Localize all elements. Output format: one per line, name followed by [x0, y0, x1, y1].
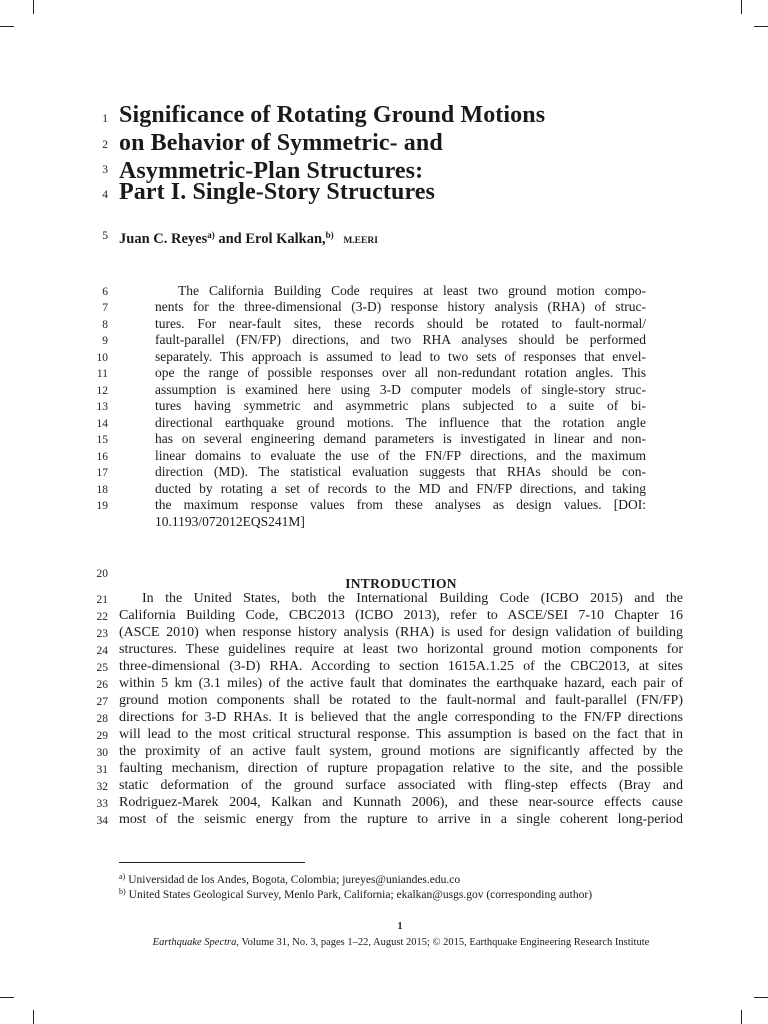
line-number: 28: [96, 713, 108, 725]
author-conjunction: and: [218, 231, 242, 247]
crop-mark: [741, 0, 742, 14]
citation-details: , Volume 31, No. 3, pages 1–22, August 2015; © 2015, Earthquake Engineering Research Institute: [236, 937, 650, 948]
body-line: In the United States, both the International Building Code (ICBO 2015) and the: [142, 591, 683, 606]
line-number: 23: [96, 628, 108, 640]
abstract-line: separately. This approach is assumed to lead to two sets of responses that envel-: [155, 349, 646, 364]
footnote-text: United States Geological Survey, Menlo Park, California; ekalkan@usgs.gov (corresponding author): [128, 889, 593, 901]
journal-footer: [119, 936, 683, 950]
crop-mark: [33, 1010, 34, 1024]
body-line: directions for 3-D RHAs. It is believed that the angle corresponding to the FN/FP directions: [119, 710, 683, 725]
author-name: Juan C. Reyes: [119, 231, 208, 247]
line-number: 3: [102, 164, 108, 176]
crop-mark: [0, 997, 14, 998]
author-list: [119, 226, 378, 250]
line-number: 8: [102, 319, 108, 331]
line-number: 11: [96, 368, 108, 380]
abstract-line: directional earthquake ground motions. The influence that the rotation angle: [155, 415, 646, 430]
body-line: most of the seismic energy from the rupture to arrive in a single coherent long-period: [119, 812, 683, 827]
abstract-line: fault-parallel (FN/FP) directions, and two RHA analyses should be performed: [155, 332, 646, 347]
title-line: on Behavior of Symmetric- and: [119, 130, 443, 156]
body-line: (ASCE 2010) when response history analysis (RHA) is used for design validation of building: [119, 625, 683, 640]
body-line: structures. These guidelines require at least two horizontal ground motion components for: [119, 642, 683, 657]
affiliation-mark: b): [325, 230, 334, 240]
line-number: 12: [96, 385, 108, 397]
line-number: 30: [96, 747, 108, 759]
crop-mark: [754, 26, 768, 27]
footnote: [119, 885, 592, 902]
abstract-line: tures having symmetric and asymmetric plans subjected to a suite of bi-: [155, 398, 646, 413]
line-number: 7: [102, 302, 108, 314]
membership-tag: M.EERI: [343, 236, 378, 246]
section-heading: INTRODUCTION: [345, 576, 457, 592]
crop-mark: [741, 1010, 742, 1024]
author-name: Erol Kalkan,: [245, 231, 326, 247]
journal-name: Earthquake Spectra: [152, 937, 237, 948]
crop-mark: [0, 26, 14, 27]
abstract-line: assumption is examined here using 3-D computer models of single-story struc-: [155, 382, 646, 397]
abstract-line: ducted by rotating a set of records to the MD and FN/FP directions, and taking: [155, 481, 646, 496]
abstract-line: 10.1193/072012EQS241M]: [155, 514, 305, 529]
abstract-line: tures. For near-fault sites, these records should be rotated to fault-normal/: [155, 316, 646, 331]
body-line: static deformation of the ground surface associated with fling-step effects (Bray and: [119, 778, 683, 793]
line-number: 25: [96, 662, 108, 674]
line-number: 17: [96, 467, 108, 479]
body-line: within 5 km (3.1 miles) of the active fault that dominates the earthquake hazard, each pair of: [119, 676, 683, 691]
line-number: 10: [96, 352, 108, 364]
line-number: 27: [96, 696, 108, 708]
body-line: three-dimensional (3-D) RHA. According to section 1615A.1.25 of the CBC2013, at sites: [119, 659, 683, 674]
title-line: Significance of Rotating Ground Motions: [119, 102, 546, 128]
line-number: 20: [96, 568, 108, 580]
line-number: 26: [96, 679, 108, 691]
abstract-line: nents for the three-dimensional (3-D) response history analysis (RHA) of struc-: [155, 299, 646, 314]
line-number: 15: [96, 434, 108, 446]
line-number: 6: [102, 286, 108, 298]
line-number: 21: [96, 594, 108, 606]
footnote-mark: a): [119, 872, 126, 881]
line-number: 34: [96, 815, 108, 827]
title-line: Part I. Single-Story Structures: [119, 179, 435, 205]
body-line: will lead to the most critical structural response. This assumption is based on the fact that in: [119, 727, 683, 742]
body-line: faulting mechanism, direction of rupture propagation relative to the site, and the possible: [119, 761, 683, 776]
abstract-line: The California Building Code requires at least two ground motion compo-: [178, 283, 646, 298]
line-number: 19: [96, 500, 108, 512]
line-number: 13: [96, 401, 108, 413]
body-line: Rodriguez-Marek 2004, Kalkan and Kunnath 2006), and these near-source effects cause: [119, 795, 683, 810]
line-number: 14: [96, 418, 108, 430]
abstract-line: ope the range of possible responses over all non-redundant rotation angles. This: [155, 365, 646, 380]
line-number: 18: [96, 484, 108, 496]
line-number: 32: [96, 781, 108, 793]
abstract-line: has on several engineering demand parameters is investigated in linear and non-: [155, 431, 646, 446]
line-number: 22: [96, 611, 108, 623]
body-line: the proximity of an active fault system, ground motions are significantly affected by the: [119, 744, 683, 759]
abstract-line: the maximum response values from these analyses as design values. [DOI:: [155, 497, 646, 512]
line-number: 31: [96, 764, 108, 776]
line-number: 5: [102, 230, 108, 242]
affiliation-mark: a): [207, 230, 215, 240]
line-number: 1: [102, 113, 108, 125]
crop-mark: [754, 997, 768, 998]
line-number: 16: [96, 451, 108, 463]
footnote-text: Universidad de los Andes, Bogota, Colombia; jureyes@uniandes.edu.co: [128, 874, 461, 886]
line-number: 29: [96, 730, 108, 742]
abstract-line: linear domains to evaluate the use of the FN/FP directions, and the maximum: [155, 448, 646, 463]
line-number: 24: [96, 645, 108, 657]
line-number: 33: [96, 798, 108, 810]
crop-mark: [33, 0, 34, 14]
footnote-mark: b): [119, 887, 126, 896]
page-number: 1: [397, 921, 403, 932]
line-number: 4: [102, 189, 108, 201]
line-number: 2: [102, 139, 108, 151]
line-number: 9: [102, 335, 108, 347]
body-line: California Building Code, CBC2013 (ICBO 2013), refer to ASCE/SEI 7-10 Chapter 16: [119, 608, 683, 623]
footnote-rule: [119, 862, 305, 863]
abstract-line: direction (MD). The statistical evaluation suggests that RHAs should be con-: [155, 464, 646, 479]
title-line: Asymmetric-Plan Structures:: [119, 158, 424, 184]
body-line: ground motion components shall be rotated to the fault-normal and fault-parallel (FN/FP): [119, 693, 683, 708]
